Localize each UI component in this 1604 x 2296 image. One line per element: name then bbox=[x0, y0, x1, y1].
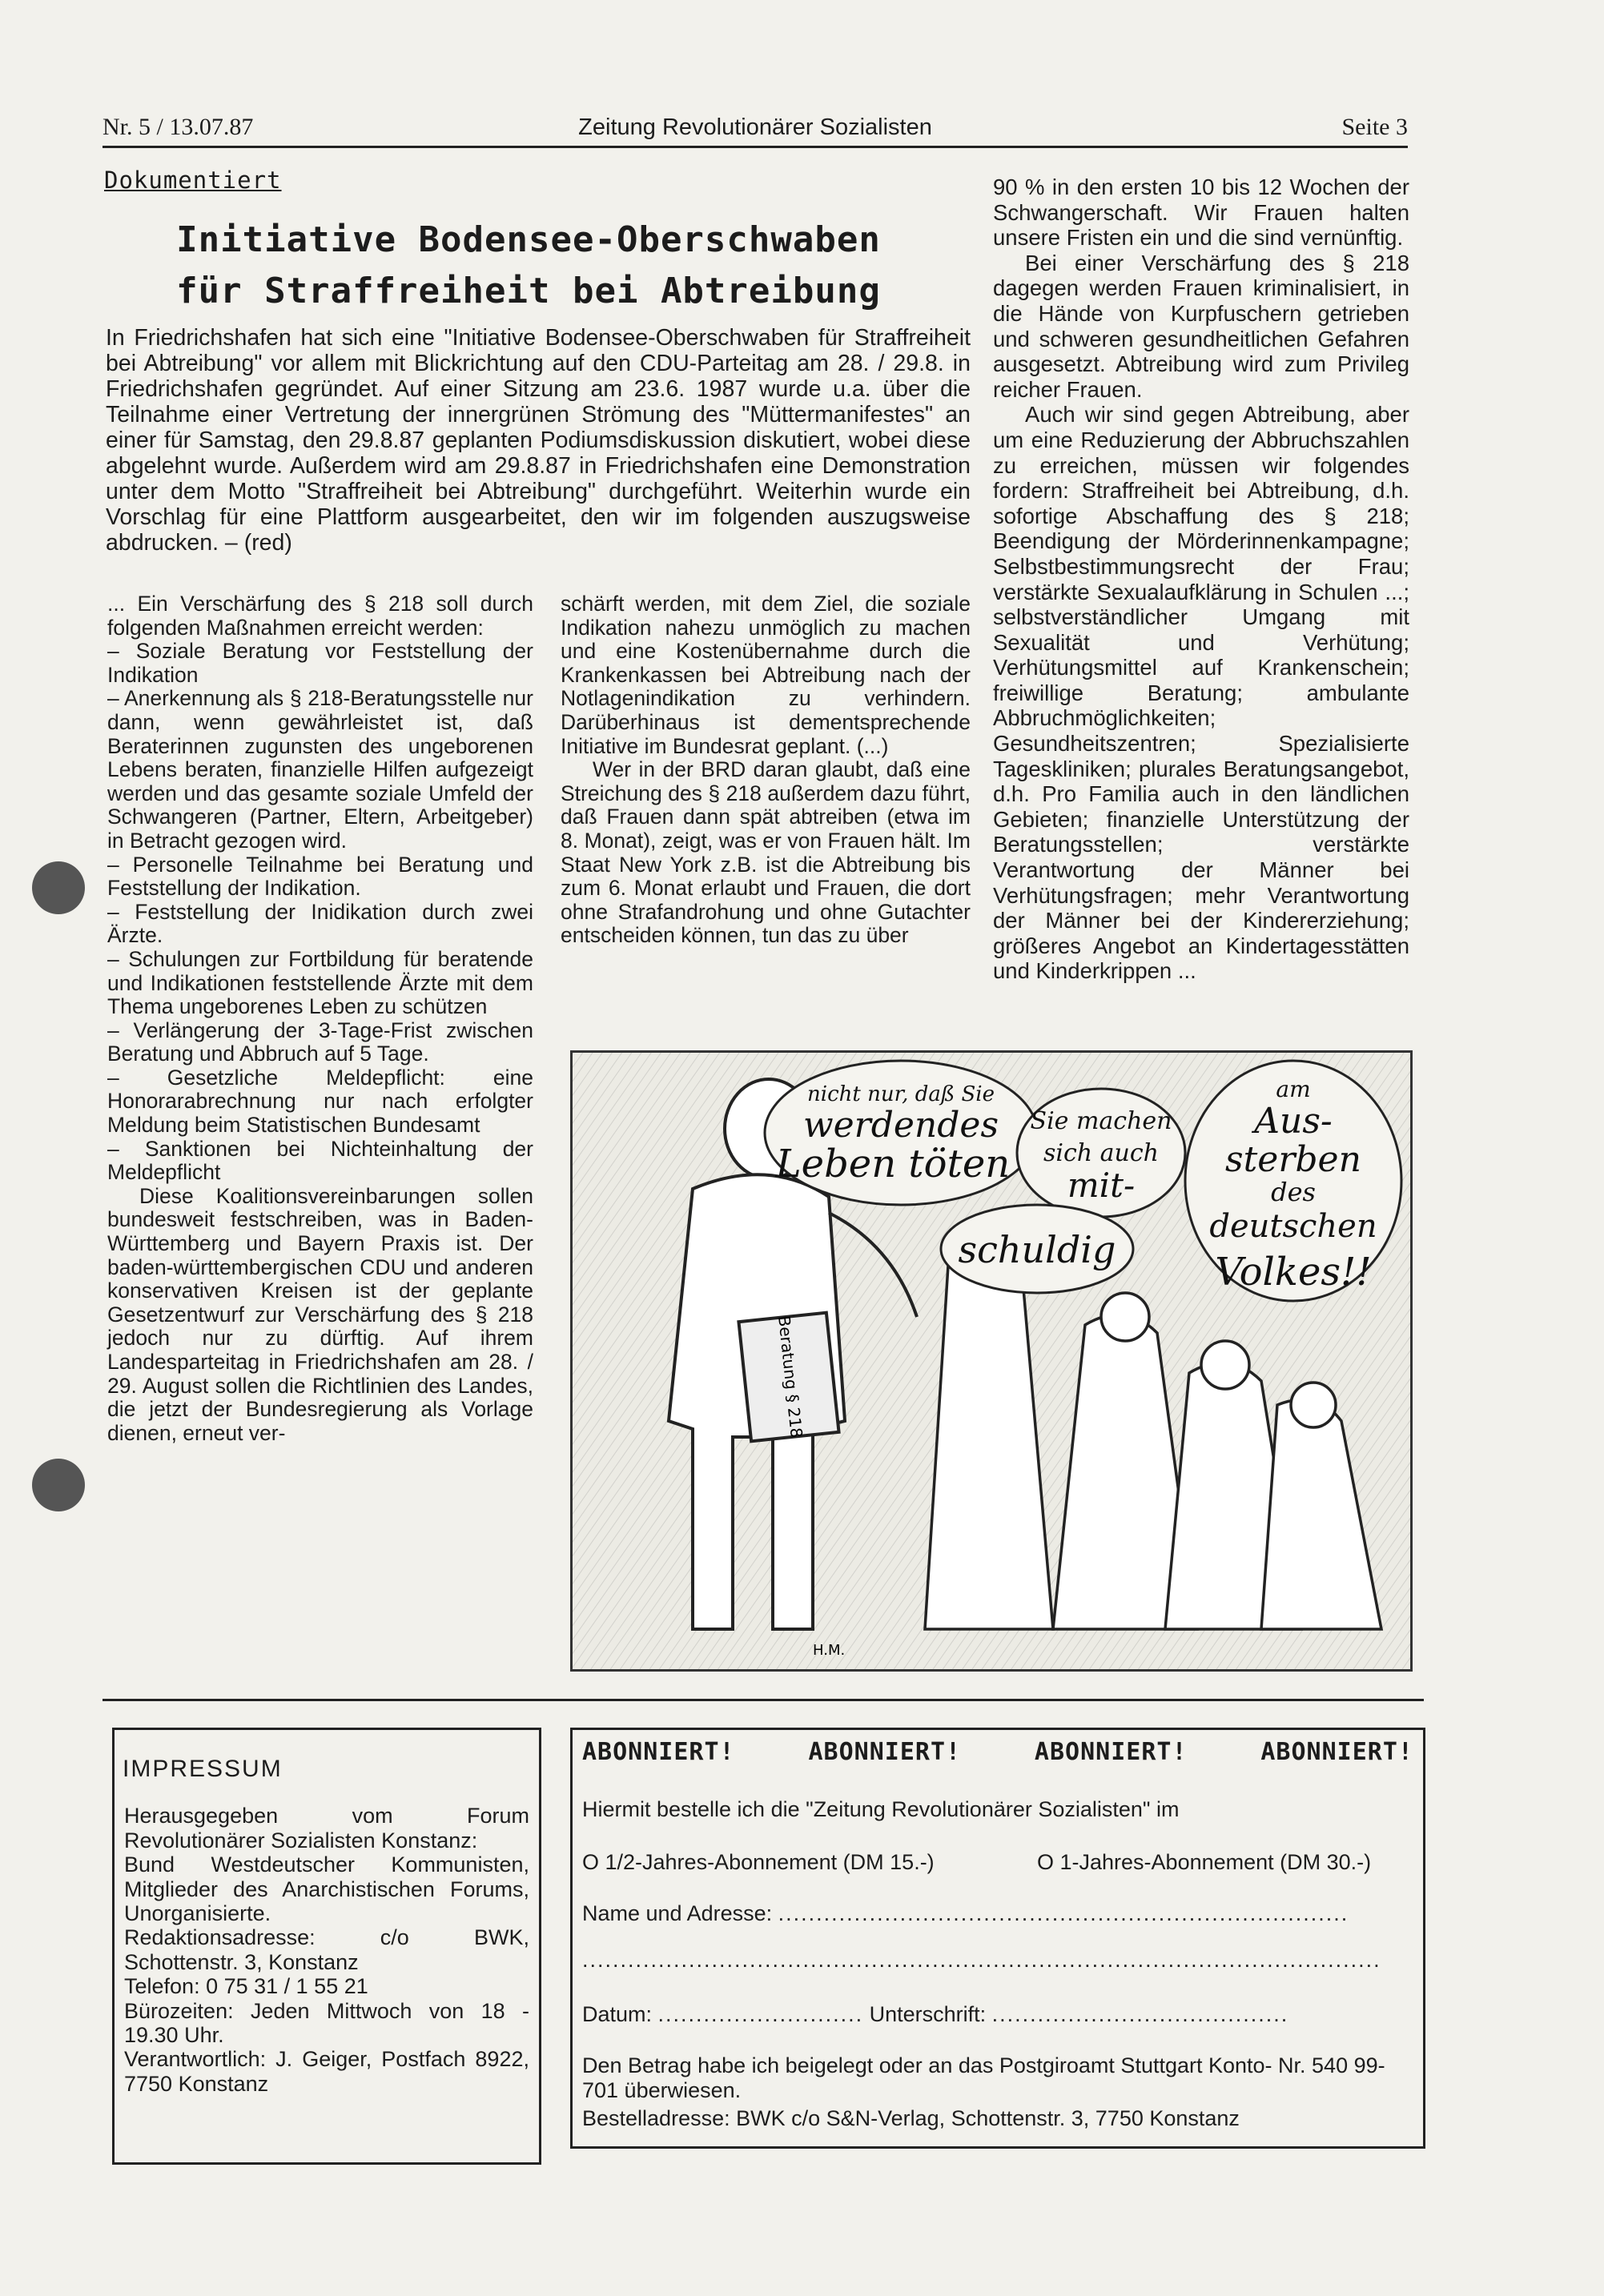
paragraph: – Verlängerung der 3-Tage-Frist zwischen Beratung und Abbruch auf 5 Tage. bbox=[107, 1018, 533, 1066]
half-year-option[interactable]: O 1/2-Jahres-Abonnement (DM 15.-) bbox=[582, 1850, 935, 1874]
issue-number: Nr. 5 / 13.07.87 bbox=[103, 114, 254, 140]
paragraph: – Soziale Beratung vor Feststellung der Indikation bbox=[107, 639, 533, 687]
article-lead: In Friedrichshafen hat sich eine "Initiative Bodensee-Oberschwaben für Straffreiheit bei Abtreibung" vor allem mit Blickrichtung auf den CDU-Parteitag am 28. / 29.8. in Friedrichshafen gegründet. Auf einer Sitzung am 23.6. 1987 wurde u.a. über die Teilnahme einer Vertretung der innergrünen Strömung des "Müttermanifestes" an einer für Samstag, den 29.8.87 geplanten Podiumsdiskussion diskutiert, wobei diese abgelehnt wurde. Außerdem wird am 29.8.87 in Friedrichshafen eine Demonstration unter dem Motto "Straffreiheit bei Abtreibung" durchgeführt. Weiterhin wurde ein Vorschlag für eine Plattform ausgearbeitet, den wir im folgenden auszugsweise abdrucken. – (red) bbox=[106, 325, 971, 556]
impressum-heading: IMPRESSUM bbox=[123, 1756, 283, 1782]
address-blank-line[interactable]: ......................................................................................................... bbox=[582, 1948, 1381, 1972]
impressum-line: Redaktionsadresse: c/o BWK, Schottenstr. 3, Konstanz bbox=[124, 1925, 529, 1974]
paragraph: 90 % in den ersten 10 bis 12 Wochen der Schwangerschaft. Wir Frauen halten unsere Fristen ein und die sind vernünftig. bbox=[993, 175, 1409, 251]
article-title-line: für Straffreiheit bei Abtreibung bbox=[176, 271, 881, 311]
paragraph: – Feststellung der Inidikation durch zwei Ärzte. bbox=[107, 899, 533, 948]
paragraph: Auch wir sind gegen Abtreibung, aber um eine Reduzierung der Abbruchszahlen zu erreichen, müssen wir folgendes fordern: Straffreiheit bei Abtreibung, d.h. sofortige Abschaffung des § 218; Beendigung der Mörderinnenkampagne; Selbstbestimmungsrecht der Frau; verstärkte Sexualaufklärung in Schulen ...; selbstverständlicher Umgang mit Sexualität und Verhütung; Verhütungsmittel auf Krankenschein; freiwillige Beratung; ambulante Abbruchmöglichkeiten; Gesundheitszentren; Spezialisierte Tageskliniken; plurales Beratungsangebot, d.h. Pro Familia auch in den ländlichen Gebieten; finanzielle Unterstützung der Beratungsstellen; verstärkte Verantwortung der Männer bei Verhütungsfragen; mehr Verantwortung der Männer bei der Kindererziehung; größeres Angebot an Kindertagesstätten und Kinderkrippen ... bbox=[993, 402, 1409, 984]
signature-label: Unterschrift: bbox=[869, 2002, 987, 2026]
date-signature-row bbox=[582, 2002, 1413, 2027]
newspaper-title: Zeitung Revolutionärer Sozialisten bbox=[578, 114, 932, 140]
name-address-field[interactable] bbox=[582, 1901, 1413, 1926]
speech-text: mit- bbox=[1067, 1166, 1136, 1205]
date-label: Datum: bbox=[582, 2002, 653, 2026]
speech-text: deutschen bbox=[1209, 1208, 1377, 1245]
page-header bbox=[103, 106, 1408, 148]
paragraph: – Anerkennung als § 218-Beratungsstelle nur dann, wenn gewährleistet ist, daß Beraterinnen zugunsten des ungeborenen Lebens beraten, finanzielle Hilfen aufgezeigt werden und das gesamte soziale Umfeld der Schwangeren (Partner, Eltern, Arbeitgeber) in Betracht gezogen wird. bbox=[107, 686, 533, 853]
section-kicker: Dokumentiert bbox=[104, 167, 282, 194]
speech-text: sich auch bbox=[1043, 1139, 1159, 1167]
payment-note: Den Betrag habe ich beigelegt oder an das Postgiroamt Stuttgart Konto- Nr. 540 99-701 überwiesen. bbox=[582, 2053, 1385, 2102]
paragraph: ... Ein Verschärfung des § 218 soll durch folgenden Maßnahmen erreicht werden: bbox=[107, 592, 533, 640]
impressum-box bbox=[112, 1728, 541, 2165]
article-column-3 bbox=[993, 175, 1409, 984]
speech-text: werdendes bbox=[802, 1105, 999, 1146]
speech-text: Leben töten bbox=[775, 1142, 1011, 1186]
impressum-line: Telefon: 0 75 31 / 1 55 21 bbox=[124, 1974, 368, 1999]
cartoon-illustration bbox=[570, 1050, 1413, 1672]
subscription-intro: Hiermit bestelle ich die "Zeitung Revolutionärer Sozialisten" im bbox=[582, 1797, 1180, 1821]
name-address-label: Name und Adresse: bbox=[582, 1901, 773, 1925]
paragraph: – Sanktionen bei Nichteinhaltung der Meldepflicht bbox=[107, 1136, 533, 1185]
subscription-form bbox=[570, 1728, 1425, 2149]
abo-head: ABONNIERT! bbox=[582, 1738, 735, 1766]
order-address: Bestelladresse: BWK c/o S&N-Verlag, Schottenstr. 3, 7750 Konstanz bbox=[582, 2106, 1240, 2130]
date-field[interactable]: ........................... bbox=[657, 2002, 864, 2026]
impressum-line: Bund Westdeutscher Kommunisten, Mitglieder des Anarchistischen Forums, Unorganisierte. bbox=[124, 1852, 529, 1926]
article-column-2 bbox=[561, 592, 971, 948]
paragraph: – Personelle Teilnahme bei Beratung und Feststellung der Indikation. bbox=[107, 852, 533, 901]
impressum-line: Verantwortlich: J. Geiger, Postfach 8922, 7750 Konstanz bbox=[124, 2047, 529, 2096]
full-year-option[interactable]: O 1-Jahres-Abonnement (DM 30.-) bbox=[1037, 1850, 1372, 1874]
speech-text: des bbox=[1271, 1177, 1316, 1207]
section-divider bbox=[103, 1699, 1424, 1701]
abo-head: ABONNIERT! bbox=[808, 1738, 962, 1766]
impressum-line: Bürozeiten: Jeden Mittwoch von 18 - 19.30 Uhr. bbox=[124, 1998, 529, 2048]
paragraph: – Schulungen zur Fortbildung für beratende und Indikationen feststellende Ärzte mit dem Thema ungeborenes Leben zu schützen bbox=[107, 946, 533, 1019]
book-icon bbox=[738, 1313, 838, 1442]
blank-line: ........................................................................... bbox=[778, 1901, 1349, 1925]
cartoon-signature: H.M. bbox=[813, 1642, 846, 1659]
punch-hole bbox=[32, 861, 85, 914]
abo-head: ABONNIERT! bbox=[1260, 1738, 1413, 1766]
speech-text: Volkes!! bbox=[1215, 1250, 1372, 1295]
speech-text: Aus- bbox=[1254, 1101, 1333, 1142]
paragraph: schärft werden, mit dem Ziel, die soziale Indikation nahezu unmöglich zu machen und eine Kostenübernahme durch die Krankenkassen bei Abtreibung nach der Notlagenindikation zu verhindern. Darüberhinaus ist dementsprechende Initiative im Bundesrat geplant. (...) bbox=[561, 592, 971, 758]
book-title: Beratung § 218 bbox=[774, 1315, 806, 1439]
signature-field[interactable]: ....................................... bbox=[991, 2002, 1289, 2026]
impressum-line: Herausgegeben vom Forum Revolutionärer Sozialisten Konstanz: bbox=[124, 1804, 529, 1852]
speech-text: sterben bbox=[1225, 1139, 1361, 1180]
paragraph: – Gesetzliche Meldepflicht: eine Honorarabrechnung nur nach erfolgter Meldung beim Statistischen Bundesamt bbox=[107, 1065, 533, 1138]
article-title bbox=[112, 215, 945, 317]
speech-text: nicht nur, daß Sie bbox=[807, 1082, 995, 1106]
speech-text: schuldig bbox=[958, 1228, 1116, 1271]
paragraph: Wer in der BRD daran glaubt, daß eine Streichung des § 218 außerdem dazu führt, daß Frauen dann spät abtreiben (etwa im 8. Monat), zeigt, was er von Frauen hält. Im Staat New York z.B. ist die Abtreibung bis zum 6. Monat erlaubt und Frauen, die dort ohne Strafandrohung und ohne Gutachter entscheiden können, tun das zu über bbox=[561, 757, 971, 948]
subscription-headline bbox=[582, 1738, 1413, 1766]
punch-hole bbox=[32, 1459, 85, 1511]
speech-text: Sie machen bbox=[1030, 1107, 1172, 1135]
page-number: Seite 3 bbox=[1341, 114, 1408, 140]
article-title-line: Initiative Bodensee-Oberschwaben bbox=[176, 219, 881, 260]
speech-text: am bbox=[1276, 1076, 1311, 1102]
abo-head: ABONNIERT! bbox=[1034, 1738, 1188, 1766]
article-column-1 bbox=[107, 592, 533, 1445]
paragraph: Bei einer Verschärfung des § 218 dagegen werden Frauen kriminalisiert, in die Hände von Kurpfuschern getrieben und schweren gesundheitlichen Gefahren ausgesetzt. Abtreibung wird zum Privileg reicher Frauen. bbox=[993, 250, 1409, 402]
paragraph: Diese Koalitionsvereinbarungen sollen bundesweit festschreiben, was in Baden-Württemberg und Bayern Praxis ist. Der baden-württembergischen CDU und anderen konservativen Kreisen ist der geplante Gesetzentwurf zur Verschärfung des § 218 jedoch nur zu dürftig. Auf ihrem Landesparteitag in Friedrichshafen am 28. / 29. August sollen die Richtlinien des Landes, die jetzt der Bundesregierung als Vorlage dienen, erneut ver- bbox=[107, 1183, 533, 1445]
cartoon-drawing bbox=[573, 1053, 1410, 1669]
